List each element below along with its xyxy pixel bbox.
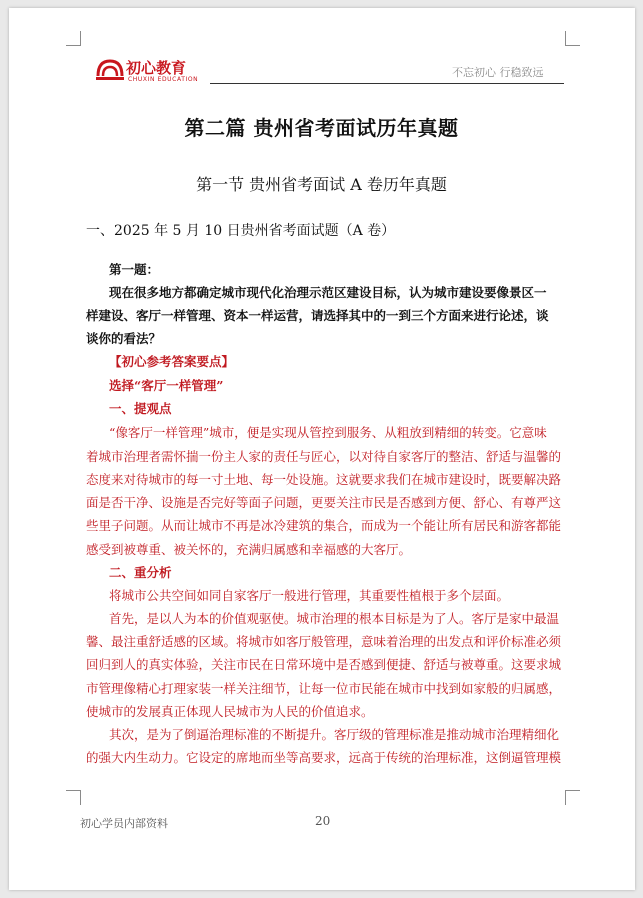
brand-name: 初心教育 xyxy=(126,59,187,77)
section-subtitle: 第一节 贵州省考面试 A 卷历年真题 xyxy=(196,175,447,194)
paragraph-line: 其次，是为了倒逼治理标准的不断提升。客厅级的管理标准是推动城市治理精细化 xyxy=(109,727,560,742)
section-title: 二、重分析 xyxy=(109,565,172,580)
paragraph-line: 态度来对待城市的每一寸土地、每一处设施。这就要求我们在城市建设时，既要解决路 xyxy=(86,472,562,487)
paragraph-line: 市管理像精心打理家装一样关注细节，让每一位市民能在城市中找到如家般的归属感， xyxy=(86,681,562,696)
question-line: 现在很多地方都确定城市现代化治理示范区建设目标，认为城市建设要像景区一 xyxy=(109,285,547,300)
page-number: 20 xyxy=(315,814,331,828)
paragraph-line: 首先，是以人为本的价值观驱使。城市治理的根本目标是为了人。客厅是家中最温 xyxy=(109,611,560,626)
paragraph-line: 面是否干净、设施是否完好等面子问题，更要关注市民是否感到方便、舒心、有尊严这 xyxy=(86,495,562,510)
paragraph-line: 馨、最注重舒适感的区域。将城市如客厅般管理，意味着治理的出发点和评价标准必须 xyxy=(86,634,562,649)
brand-english: CHUXIN EDUCATION xyxy=(128,76,199,83)
paragraph-line: 使城市的发展真正体现人民城市为人民的价值追求。 xyxy=(86,704,374,719)
paragraph-line: 感受到被尊重、被关怀的，充满归属感和幸福感的大客厅。 xyxy=(86,542,412,557)
crop-mark-bottom-left xyxy=(66,790,81,805)
paragraph-line: “像客厅一样管理”城市，便是实现从管控到服务、从粗放到精细的转变。它意味 xyxy=(109,425,547,440)
question-line: 样建设、客厅一样管理、资本一样运营，请选择其中的一到三个方面来进行论述，谈 xyxy=(86,308,549,323)
section-title: 一、提观点 xyxy=(109,401,172,416)
question-label: 第一题： xyxy=(109,262,160,277)
paragraph-line: 着城市治理者需怀揣一份主人家的责任与匠心，以对待自家客厅的整洁、舒适与温馨的 xyxy=(86,449,562,464)
logo-mark-icon xyxy=(95,57,125,83)
paragraph-line: 将城市公共空间如同自家客厅一般进行管理，其重要性植根于多个层面。 xyxy=(109,588,510,603)
answer-header: 【初心参考答案要点】 xyxy=(109,354,235,369)
header-slogan: 不忘初心 行稳致远 xyxy=(452,66,544,79)
crop-mark-top-right xyxy=(565,31,580,46)
crop-mark-bottom-right xyxy=(565,790,580,805)
header-rule xyxy=(210,83,564,84)
paragraph-line: 回归到人的真实体验，关注市民在日常环境中是否感到便捷、舒适与被尊重。这要求城 xyxy=(86,657,562,672)
crop-mark-top-left xyxy=(66,31,81,46)
page-title: 第二篇 贵州省考面试历年真题 xyxy=(184,116,459,140)
exam-heading: 一、2025 年 5 月 10 日贵州省考面试题（A 卷） xyxy=(86,223,396,239)
footer-label: 初心学员内部资料 xyxy=(80,817,168,830)
paragraph-line: 些里子问题。从而让城市不再是冰冷建筑的集合，而成为一个能让所有居民和游客都能 xyxy=(86,518,562,533)
question-line: 谈你的看法？ xyxy=(86,331,162,346)
answer-choice: 选择“客厅一样管理” xyxy=(109,378,224,393)
brand-logo xyxy=(95,55,215,89)
paragraph-line: 的强大内生动力。它设定的席地而坐等高要求，远高于传统的治理标准，这倒逼管理模 xyxy=(86,750,562,765)
